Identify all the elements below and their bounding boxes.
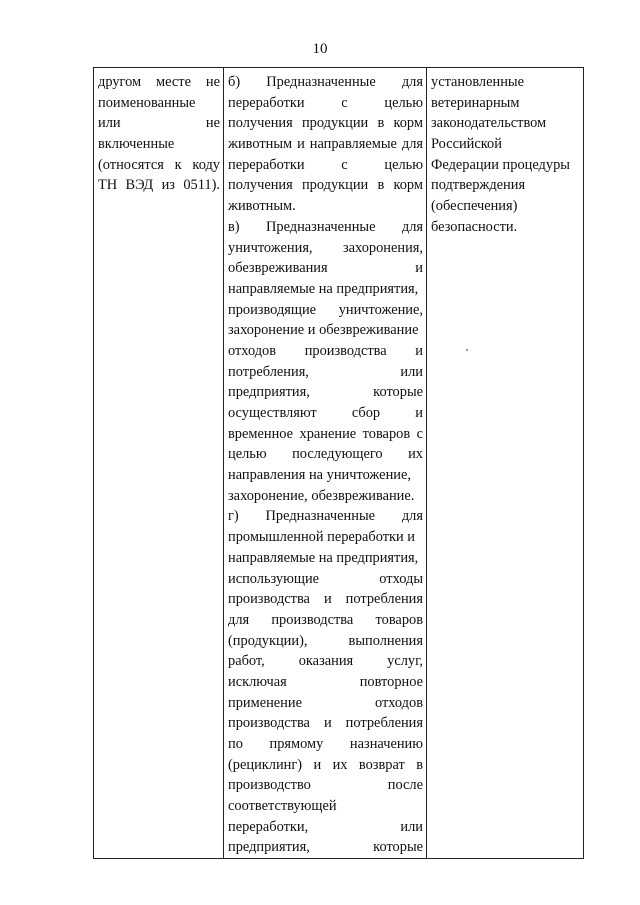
text-line: установленные bbox=[431, 74, 524, 90]
text-line: другом месте не bbox=[98, 74, 220, 90]
text-line: поименованные bbox=[98, 94, 196, 111]
text-line: включенные bbox=[98, 136, 175, 153]
text-line: захоронение и обезвреживание bbox=[228, 322, 419, 339]
text-line: безопасности. bbox=[431, 218, 518, 235]
page-number: 10 bbox=[312, 41, 328, 57]
text-line: г) Предназначенные для bbox=[228, 508, 423, 525]
text-line: Российской bbox=[431, 136, 502, 153]
text-line: по прямому назначению bbox=[228, 736, 423, 752]
text-line: направляемые на предприятия, bbox=[228, 280, 419, 297]
text-line: осуществляют сбор и bbox=[228, 405, 423, 421]
product-description-text bbox=[98, 72, 220, 196]
text-line: ветеринарным bbox=[431, 94, 520, 111]
text-line: целью последующего их bbox=[228, 446, 423, 463]
text-line: производящие уничтожение, bbox=[228, 301, 423, 318]
text-line: предприятия, которые bbox=[228, 839, 423, 856]
text-line: подтверждения bbox=[431, 177, 526, 194]
text-line: Федерации процедуры bbox=[431, 156, 570, 173]
text-line: или не bbox=[98, 115, 220, 132]
text-line: обезвреживания и bbox=[228, 260, 423, 277]
text-line: переработки, или bbox=[228, 818, 423, 835]
text-line: потребления, или bbox=[228, 363, 423, 380]
text-line: (рециклинг) и их возврат в bbox=[228, 756, 423, 773]
text-line: ТН ВЭД из 0511). bbox=[98, 177, 220, 194]
text-line: переработки с целью bbox=[228, 94, 423, 111]
table-row bbox=[94, 68, 584, 859]
text-line: предприятия, которые bbox=[228, 384, 423, 401]
text-line: получения продукции в корм bbox=[228, 115, 423, 132]
text-line: направляемые на предприятия, bbox=[228, 549, 419, 566]
text-line: в) Предназначенные для bbox=[228, 218, 423, 235]
table-cell-purpose bbox=[224, 68, 427, 859]
text-line: уничтожения, захоронения, bbox=[228, 239, 423, 256]
table-cell-product-description bbox=[94, 68, 224, 859]
text-line: для производства товаров bbox=[228, 611, 423, 628]
text-line: получения продукции в корм bbox=[228, 177, 423, 194]
text-line: (обеспечения) bbox=[431, 198, 518, 215]
scan-speck bbox=[466, 349, 468, 351]
text-line: использующие отходы bbox=[228, 570, 423, 587]
text-line: работ, оказания услуг, bbox=[228, 653, 423, 670]
requirements-text bbox=[431, 72, 580, 238]
text-line: (относятся к коду bbox=[98, 156, 220, 173]
text-line: переработки с целью bbox=[228, 156, 423, 173]
text-line: животным. bbox=[228, 198, 296, 215]
text-line: б) Предназначенные для bbox=[228, 74, 423, 90]
text-line: соответствующей bbox=[228, 798, 337, 815]
text-line: временное хранение товаров с bbox=[228, 425, 423, 442]
document-table bbox=[93, 67, 584, 859]
text-line: производства и потребления bbox=[228, 715, 423, 732]
text-line: производство после bbox=[228, 777, 423, 794]
purpose-text bbox=[228, 72, 423, 858]
text-line: захоронение, обезвреживание. bbox=[228, 487, 415, 504]
text-line: законодательством bbox=[431, 115, 547, 132]
text-line: (продукции), выполнения bbox=[228, 632, 423, 649]
text-line: направления на уничтожение, bbox=[228, 467, 411, 484]
text-line: промышленной переработки и bbox=[228, 529, 416, 546]
text-line: применение отходов bbox=[228, 694, 423, 711]
table-cell-requirements bbox=[427, 68, 584, 859]
text-line: отходов производства и bbox=[228, 342, 423, 359]
text-line: животным и направляемые для bbox=[228, 136, 423, 153]
text-line: производства и потребления bbox=[228, 591, 423, 608]
text-line: исключая повторное bbox=[228, 673, 423, 690]
